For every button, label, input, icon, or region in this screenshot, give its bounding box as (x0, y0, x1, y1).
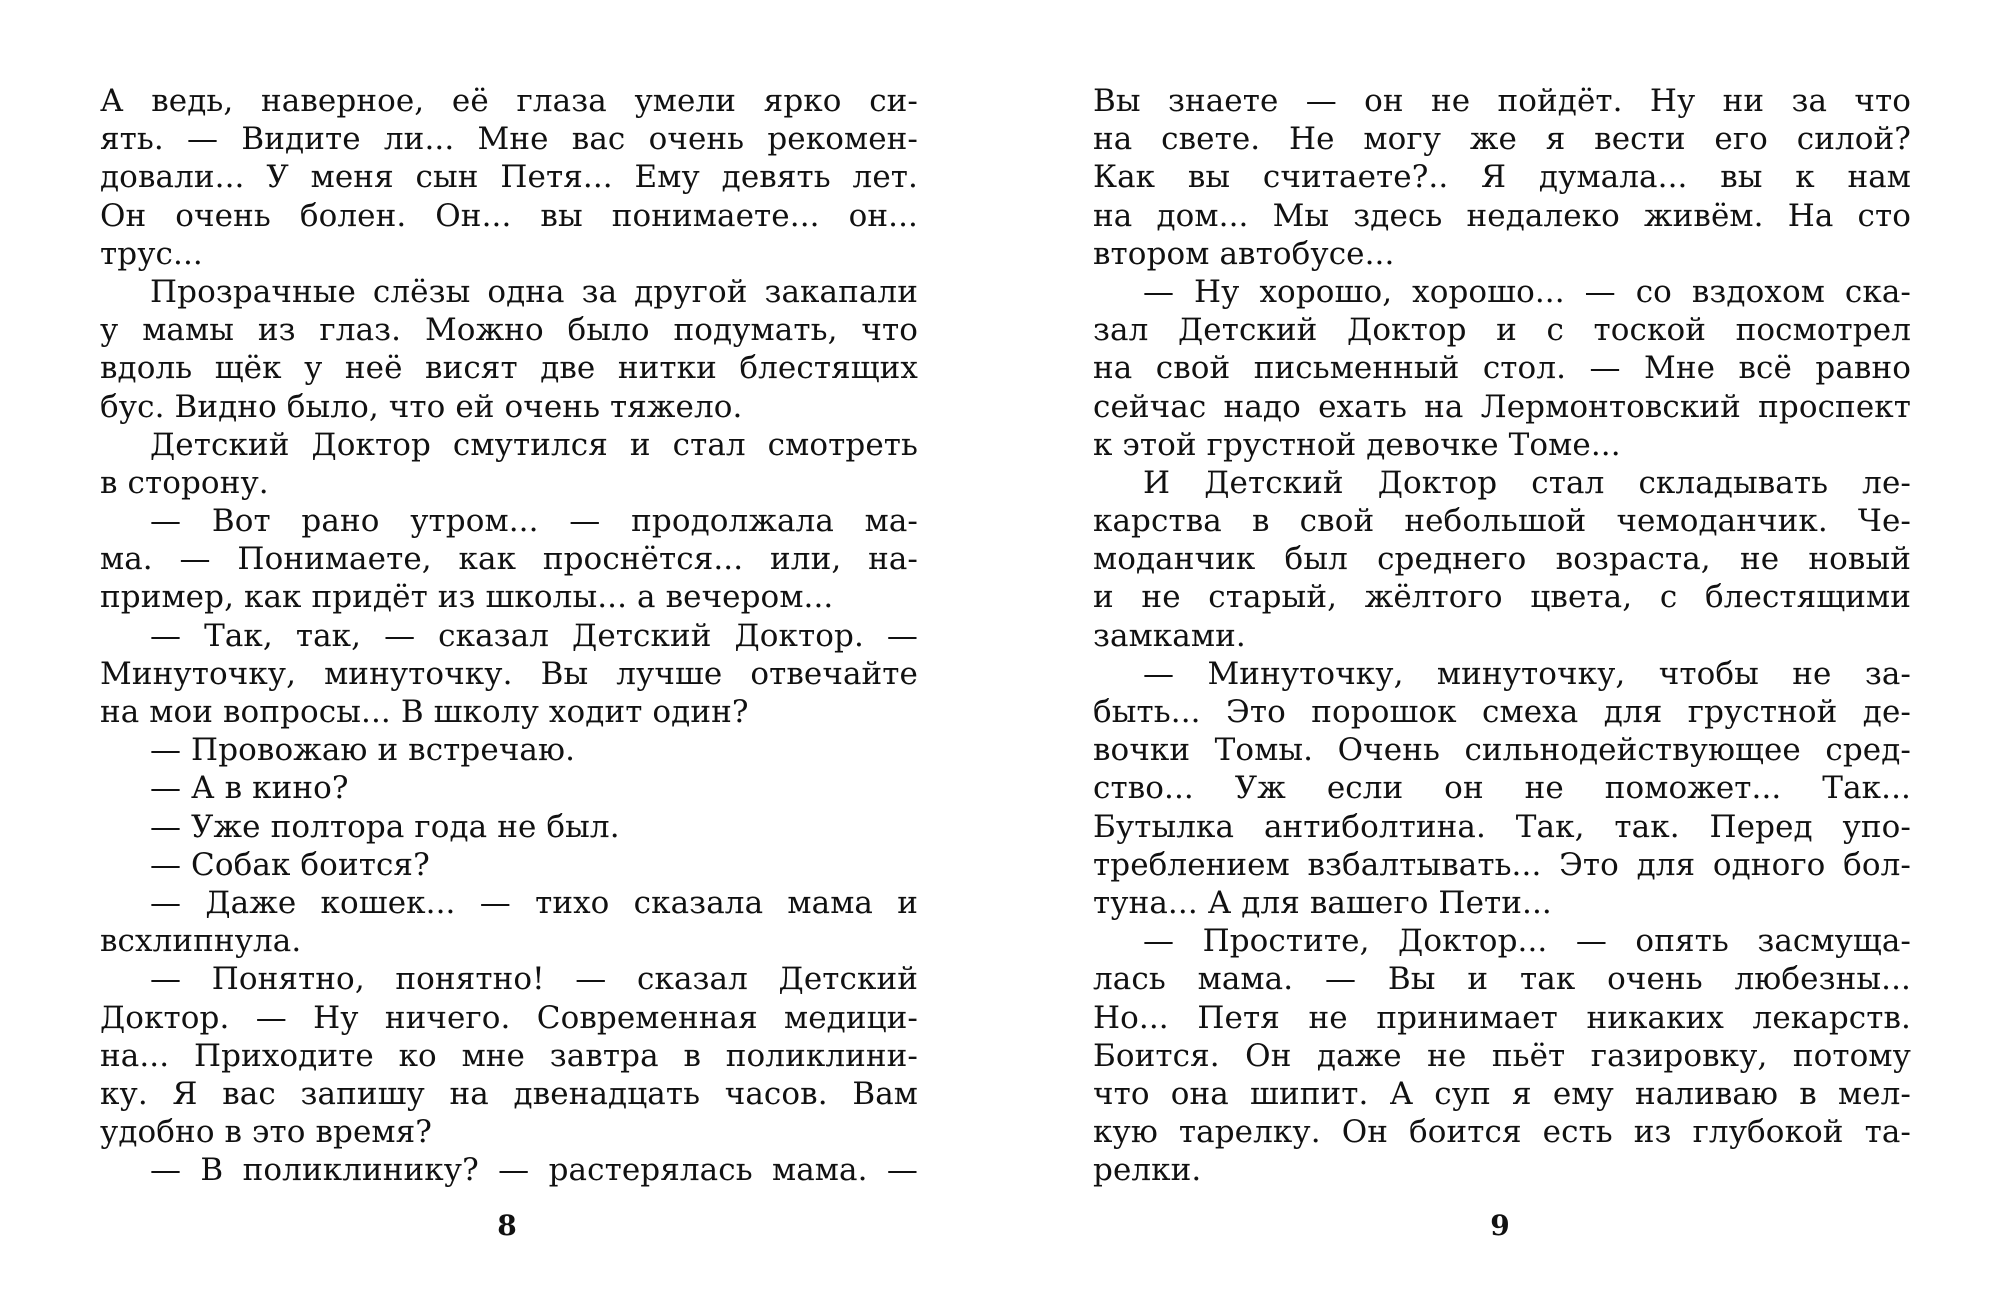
text-line: кую тарелку. Он боится есть из глубокой та- (1093, 1114, 1911, 1151)
text-line: — Провожаю и встречаю. (150, 732, 576, 769)
text-line: бус. Видно было, что ей очень тяжело. (100, 388, 743, 425)
text-line: ку. Я вас запишу на двенадцать часов. Вам (100, 1075, 918, 1112)
text-line: вдоль щёк у неё висят две нитки блестящих (100, 350, 918, 387)
text-line: карства в свой небольшой чемоданчик. Че- (1093, 503, 1911, 540)
text-line: туна... А для вашего Пети... (1093, 884, 1552, 921)
text-line: Бутылка антиболтина. Так, так. Перед упо- (1093, 808, 1911, 845)
left-page-text (100, 82, 918, 1189)
text-line: А ведь, наверное, её глаза умели ярко си- (100, 83, 918, 119)
text-line: — В поликлинику? — растерялась мама. — (150, 1152, 918, 1189)
text-line: Детский Доктор смутился и стал смотреть (150, 426, 918, 463)
text-line: и не старый, жёлтого цвета, с блестящими (1093, 579, 1911, 616)
text-line: моданчик был среднего возраста, не новый (1093, 541, 1911, 578)
text-line: ма. — Понимаете, как проснётся... или, на- (100, 541, 918, 578)
text-line: Вы знаете — он не пойдёт. Ну ни за что (1093, 83, 1911, 119)
text-line: всхлипнула. (100, 923, 302, 960)
text-line: — А в кино? (150, 770, 349, 807)
text-line: к этой грустной девочке Томе... (1093, 426, 1621, 463)
text-line: Он очень болен. Он... вы понимаете... он... (100, 197, 918, 234)
text-line: — Так, так, — сказал Детский Доктор. — (150, 617, 918, 654)
text-line: релки. (1093, 1152, 1202, 1189)
text-line: И Детский Доктор стал складывать ле- (1143, 464, 1911, 501)
text-line: лась мама. — Вы и так очень любезны... (1093, 961, 1911, 998)
text-line: — Уже полтора года не был. (150, 808, 620, 845)
text-line: замками. (1093, 617, 1246, 654)
text-line: — Вот рано утром... — продолжала ма- (150, 503, 918, 540)
text-line: трус... (100, 235, 203, 272)
text-line: на свете. Не могу же я вести его силой? (1093, 121, 1911, 158)
text-line: сейчас надо ехать на Лермонтовский проспект (1093, 388, 1911, 425)
text-line: треблением взбалтывать... Это для одного бол- (1093, 846, 1911, 883)
text-line: на дом... Мы здесь недалеко живём. На сто (1093, 197, 1911, 234)
text-line: быть... Это порошок смеха для грустной де- (1093, 694, 1911, 730)
right-page-text (1093, 82, 1911, 1189)
text-line: у мамы из глаз. Можно было подумать, что (100, 312, 918, 349)
text-line: вочки Томы. Очень сильнодействующее сред- (1093, 732, 1911, 769)
page-number-right: 9 (1490, 1209, 1510, 1242)
text-line: Боится. Он даже не пьёт газировку, потому (1093, 1037, 1911, 1074)
text-line: — Простите, Доктор... — опять засмуща- (1143, 923, 1911, 960)
text-line: на свой письменный стол. — Мне всё равно (1093, 350, 1911, 387)
text-line: — Минуточку, минуточку, чтобы не за- (1143, 655, 1911, 692)
text-line: ство... Уж если он не поможет... Так... (1093, 770, 1911, 807)
text-line: — Собак боится? (150, 846, 430, 883)
text-line: удобно в это время? (100, 1114, 433, 1151)
text-line: ять. — Видите ли... Мне вас очень рекомен- (100, 121, 918, 158)
text-line: Минуточку, минуточку. Вы лучше отвечайте (100, 655, 918, 692)
text-line: — Даже кошек... — тихо сказала мама и (150, 884, 918, 921)
text-line: — Понятно, понятно! — сказал Детский (150, 961, 918, 998)
text-line: зал Детский Доктор и с тоской посмотрел (1093, 312, 1911, 349)
text-line: Прозрачные слёзы одна за другой закапали (150, 273, 918, 310)
page-number-left: 8 (497, 1209, 517, 1242)
text-line: Доктор. — Ну ничего. Современная медици- (100, 999, 918, 1036)
text-line: пример, как придёт из школы... а вечером... (100, 579, 834, 616)
text-line: — Ну хорошо, хорошо... — со вздохом ска- (1143, 273, 1911, 310)
text-line: Как вы считаете?.. Я думала... вы к нам (1093, 159, 1911, 196)
text-line: что она шипит. А суп я ему наливаю в мел- (1093, 1075, 1911, 1112)
text-line: на... Приходите ко мне завтра в поликлини- (100, 1037, 918, 1074)
text-line: на мои вопросы... В школу ходит один? (100, 694, 749, 730)
text-line: втором автобусе... (1093, 235, 1395, 272)
text-line: Но... Петя не принимает никаких лекарств. (1093, 999, 1911, 1036)
text-line: в сторону. (100, 464, 269, 501)
text-line: довали... У меня сын Петя... Ему девять лет. (100, 159, 918, 196)
